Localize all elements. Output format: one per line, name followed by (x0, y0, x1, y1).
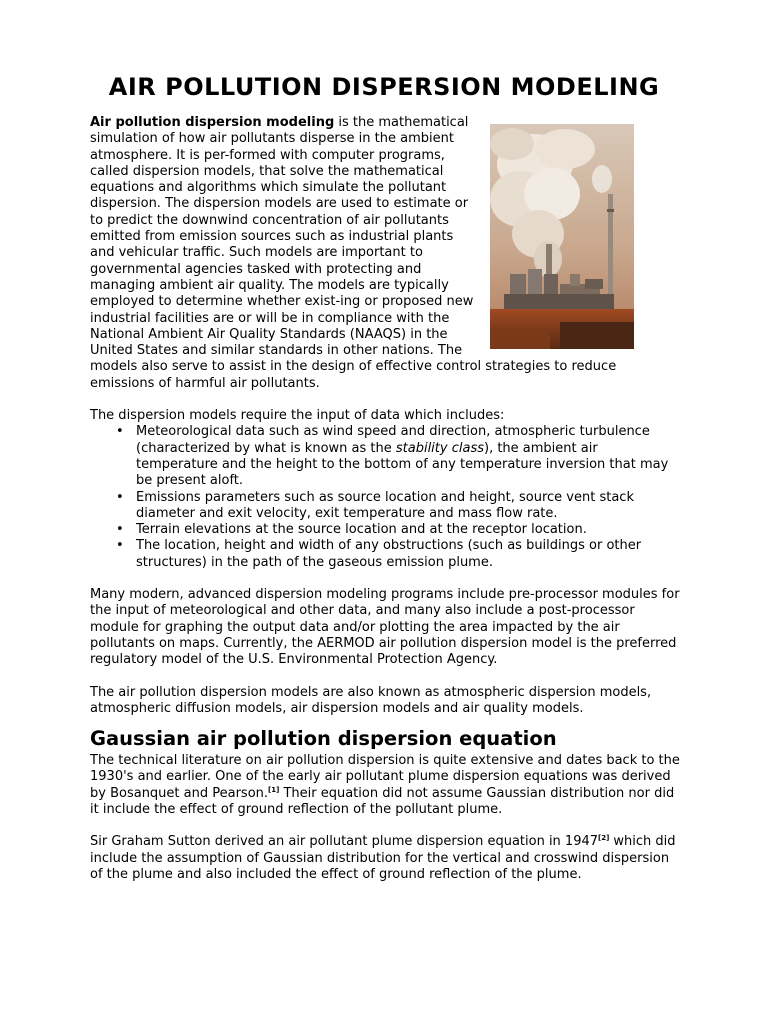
gaussian-paragraph: The technical literature on air pollution dispersion is quite extensive and dates back to the 1930's and earlier. One of the early air pollutant plume dispersion equations was derived by Bosanquet and Pearson.[1] Their equation did not assume Gaussian distribution nor did it include the effect of ground reflection of the pollutant plume. (90, 753, 680, 817)
inputs-intro: The dispersion models require the input of data which includes: (90, 408, 505, 424)
industrial-smokestack-photo (490, 124, 634, 349)
inputs-list (90, 424, 680, 571)
stability-class-term: stability class (395, 440, 484, 456)
intro-term: Air pollution dispersion modeling (90, 115, 335, 130)
reference-1-link[interactable]: [1] (268, 785, 280, 794)
sutton-paragraph: Sir Graham Sutton derived an air pollutant plume dispersion equation in 1947[2] which did include the assumption of Gaussian distribution for the vertical and crosswind dispersion of the plume and also included the effect of ground reflection of the plume. (90, 834, 676, 882)
reference-2-link[interactable]: [2] (598, 834, 610, 843)
document-body (90, 115, 680, 883)
section-heading: Gaussian air pollution dispersion equation (90, 727, 557, 751)
list-item: • Meteorological data such as wind speed and direction, atmospheric turbulence (characterized by what is known as the stability class), the ambient air temperature and the height to the bottom of any temperature inversion that may be present aloft. (136, 424, 680, 489)
list-item: • The location, height and width of any obstructions (such as buildings or other structures) in the path of the gaseous emission plume. (136, 538, 680, 571)
page-title: AIR POLLUTION DISPERSION MODELING (108, 73, 660, 101)
intro-text: is the mathematical simulation of how air pollutants disperse in the ambient atmosphere. It is per-formed with computer programs, called dispersion models, that solve the mathematical equations and algorithms which simulate the pollutant dispersion. The dispersion models are used to estimate or to predict the downwind concentration of air pollutants emitted from emission sources such as industrial plants and vehicular traffic. Such models are important to governmental agencies tasked with protecting and managing ambient air quality. The models are typically employed to determine whether exist-ing or proposed new industrial facilities are or will be in compliance with the National Ambient Air Quality Standards (NAAQS) in the United States and similar standards in other nations. The models also serve to assist in the design of effective control strategies to reduce emissions of harmful air pollutants. (90, 115, 617, 391)
list-item: • Terrain elevations at the source location and at the receptor location. (136, 522, 680, 538)
list-item: • Emissions parameters such as source location and height, source vent stack diameter and exit velocity, exit temperature and mass flow rate. (136, 490, 680, 523)
modern-programs-paragraph: Many modern, advanced dispersion modeling programs include pre-processor modules for the input of meteorological and other data, and many also include a post-processor module for graphing the output data and/or plotting the area impacted by the air pollutants on maps. Currently, the AERMOD air pollution dispersion model is the preferred regulatory model of the U.S. Environmental Protection Agency. (90, 587, 680, 668)
also-known-paragraph: The air pollution dispersion models are also known as atmospheric dispersion models, atmospheric diffusion models, air dispersion models and air quality models. (90, 684, 652, 716)
